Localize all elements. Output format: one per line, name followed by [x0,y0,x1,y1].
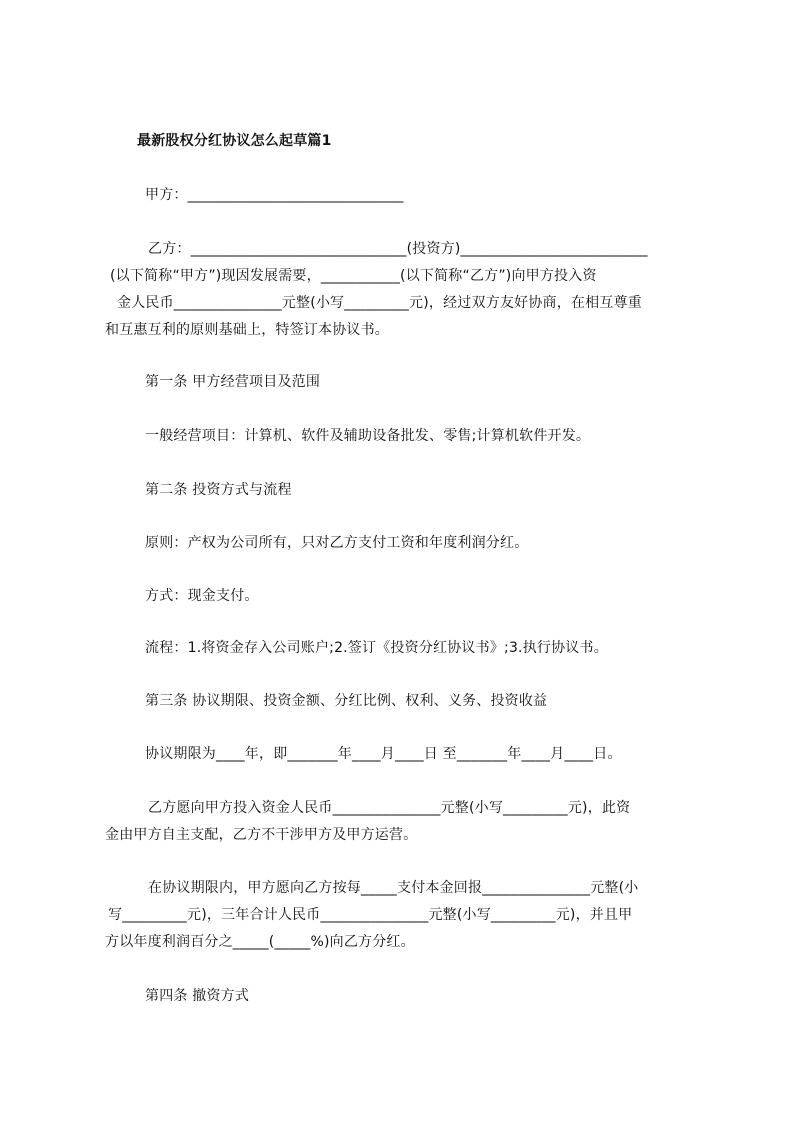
article-2-method: 方式：现金支付。 [145,588,259,604]
article-2-principle: 原则：产权为公司所有，只对乙方支付工资和年度利润分红。 [145,535,529,551]
article-3-investment-line-1: 乙方愿向甲方投入资金人民币_______________元整(小写_________元)，此资 [148,800,631,816]
article-1-body: 一般经营项目：计算机、软件及辅助设备批发、零售;计算机软件开发。 [145,428,591,444]
article-3-return-line-2: 写_________元)，三年合计人民币_______________元整(小写_________元)，并且甲 [108,907,633,923]
article-4-heading: 第四条 撤资方式 [145,988,250,1004]
preamble-line-2: (以下简称“甲方”)现因发展需要，___________(以下简称“乙方”)向甲方投入资 [110,268,597,284]
party-a-line: 甲方：______________________________ [145,187,404,203]
document-title: 最新股权分红协议怎么起草篇1 [137,133,332,149]
article-3-return-line-3: 方以年度利润百分之_____(_____%)向乙方分红。 [105,934,415,950]
article-1-heading: 第一条 甲方经营项目及范围 [145,374,321,390]
article-2-heading: 第二条 投资方式与流程 [145,482,292,498]
preamble-line-3: 金人民币_______________元整(小写_________元)，经过双方友好协商，在相互尊重 [117,295,642,311]
article-3-return-line-1: 在协议期限内，甲方愿向乙方按每_____支付本金回报_______________元整(小 [148,880,639,896]
article-3-term: 协议期限为____年，即_______年____月____日 至_______年____月____日。 [145,746,622,762]
preamble-line-4: 和互惠互利的原则基础上，特签订本协议书。 [105,322,389,338]
party-b-line: 乙方：______________________________(投资方)__________________________ [148,241,648,257]
article-3-investment-line-2: 金由甲方自主支配，乙方不干涉甲方及甲方运营。 [105,827,418,843]
article-3-heading: 第三条 协议期限、投资金额、分红比例、权利、义务、投资收益 [145,693,548,709]
article-2-process: 流程：1.将资金存入公司账户;2.签订《投资分红协议书》;3.执行协议书。 [145,640,608,656]
